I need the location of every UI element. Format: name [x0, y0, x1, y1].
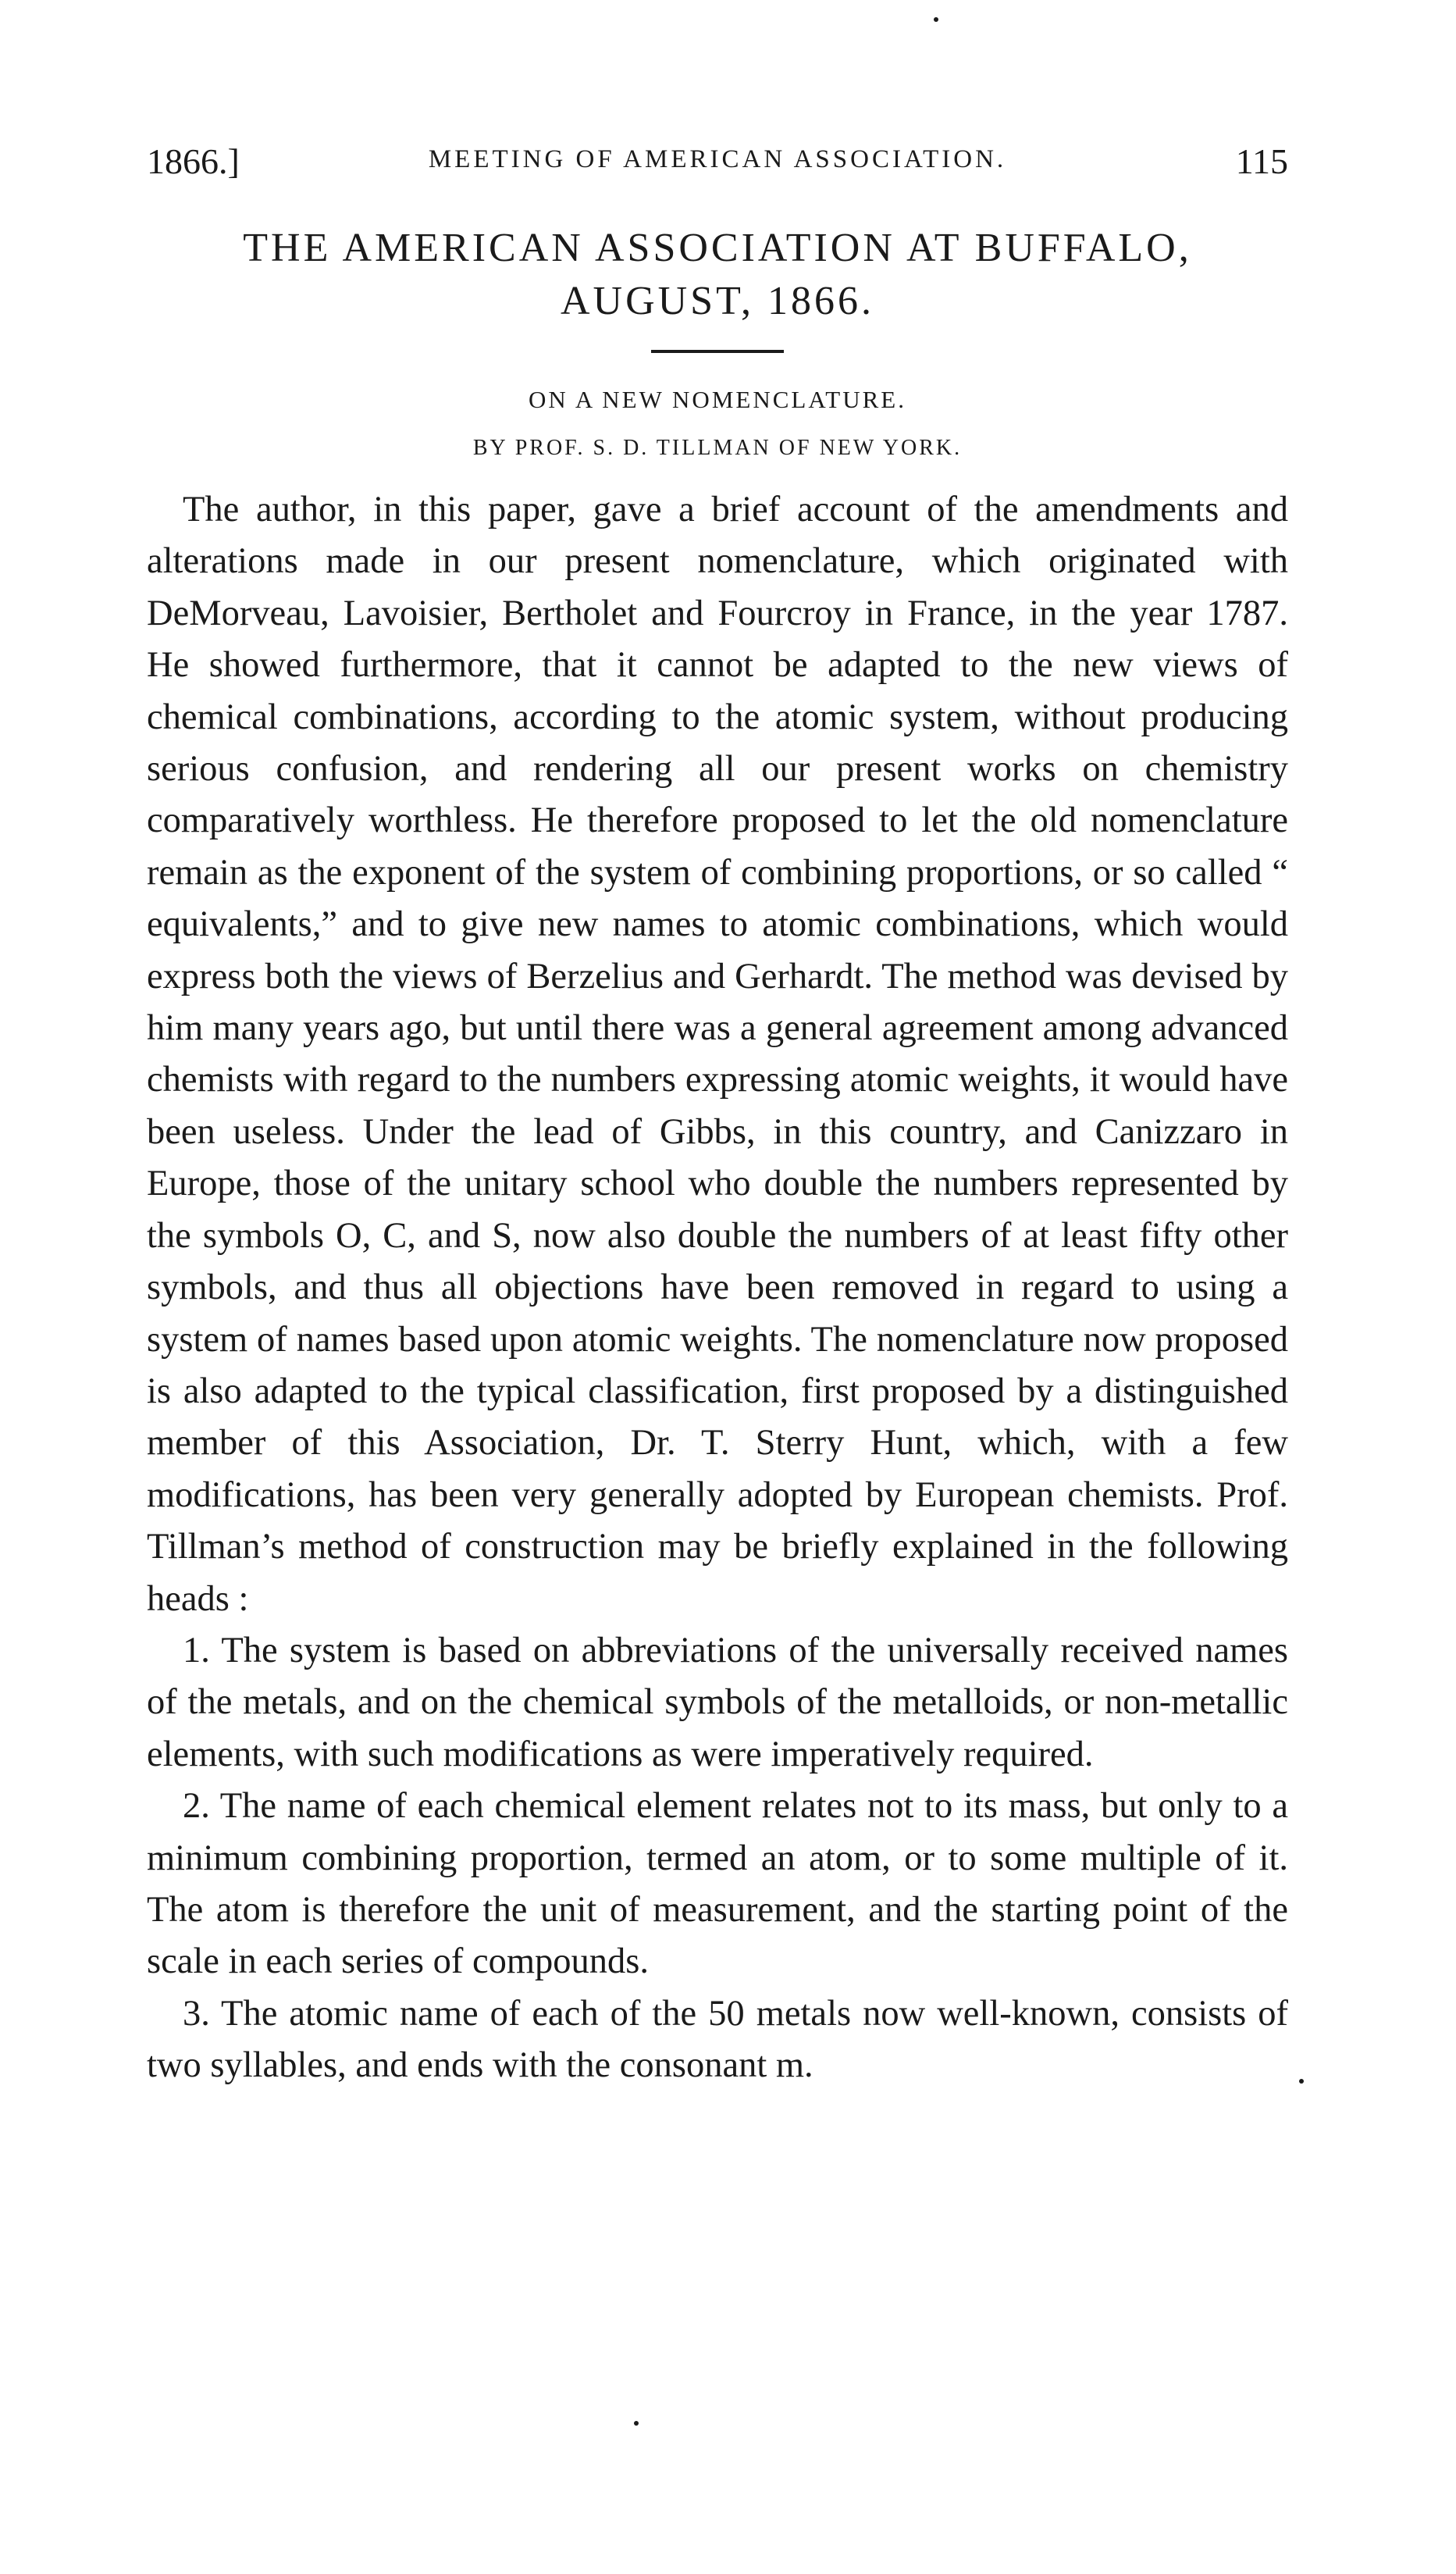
- article-byline: BY PROF. S. D. TILLMAN OF NEW YORK.: [472, 436, 963, 460]
- stray-mark-margin: [1299, 2079, 1304, 2084]
- body-paragraph-point-2: 2. The name of each chemical element relates not to its mass, but only to a minimum combining proportion, termed an atom, or to some multiple of it. The atom is therefore the unit of measurement, and the starting point of the scale in each series of compounds.: [147, 1786, 1288, 1982]
- running-head-year: 1866.]: [147, 141, 240, 181]
- article-body: [147, 484, 1288, 2092]
- page-number: 115: [1235, 141, 1288, 181]
- running-head-title: MEETING OF AMERICAN ASSOCIATION.: [428, 145, 1007, 173]
- article-title-line-2: AUGUST, 1866.: [560, 279, 875, 323]
- document-page: [147, 141, 1288, 2092]
- body-paragraph-point-1: 1. The system is based on abbreviations of the universally received names of the metals, and on the chemical symbols of the metalloids, or non-metallic elements, with such modifications as were imperatively required.: [147, 1630, 1288, 1774]
- article-subtitle: ON A NEW NOMENCLATURE.: [529, 386, 906, 413]
- article-title-line-1: THE AMERICAN ASSOCIATION AT BUFFALO,: [243, 226, 1192, 270]
- running-head: [147, 141, 1288, 195]
- article-title: [147, 222, 1288, 328]
- stray-mark-top: [934, 17, 938, 22]
- body-paragraph-point-3: 3. The atomic name of each of the 50 metals now well-known, consists of two syllables, and ends with the consonant m.: [147, 1993, 1288, 2086]
- stray-mark-bottom: [634, 2421, 639, 2426]
- body-paragraph-intro: The author, in this paper, gave a brief account of the amendments and alterations made in our present nomenclature, which originated with DeMorveau, Lavoisier, Bertholet and Fourcroy in France, in the year 1787. He showed furthermore, that it cannot be adapted to the new views of chemical combinations, according to the atomic system, without producing serious confusion, and rendering all our present works on chemistry comparatively worthless. He therefore proposed to let the old nomenclature remain as the exponent of the system of combining proportions, or so called “ equivalents,” and to give new names to atomic combinations, which would express both the views of Berzelius and Gerhardt. The method was devised by him many years ago, but until there was a general agreement among advanced chemists with regard to the numbers expressing atomic weights, it would have been useless. Under the lead of Gibbs, in this country, and Canizzaro in Europe, those of the unitary school who double the numbers represented by the symbols O, C, and S, now also double the numbers of at least fifty other symbols, and thus all objections have been removed in regard to using a system of names based upon atomic weights. The nomenclature now proposed is also adapted to the typical classification, first proposed by a distinguished member of this Association, Dr. T. Sterry Hunt, which, with a few modifications, has been very generally adopted by European chemists. Prof. Tillman’s method of construction may be briefly explained in the following heads :: [147, 490, 1288, 1619]
- title-divider: [651, 350, 784, 353]
